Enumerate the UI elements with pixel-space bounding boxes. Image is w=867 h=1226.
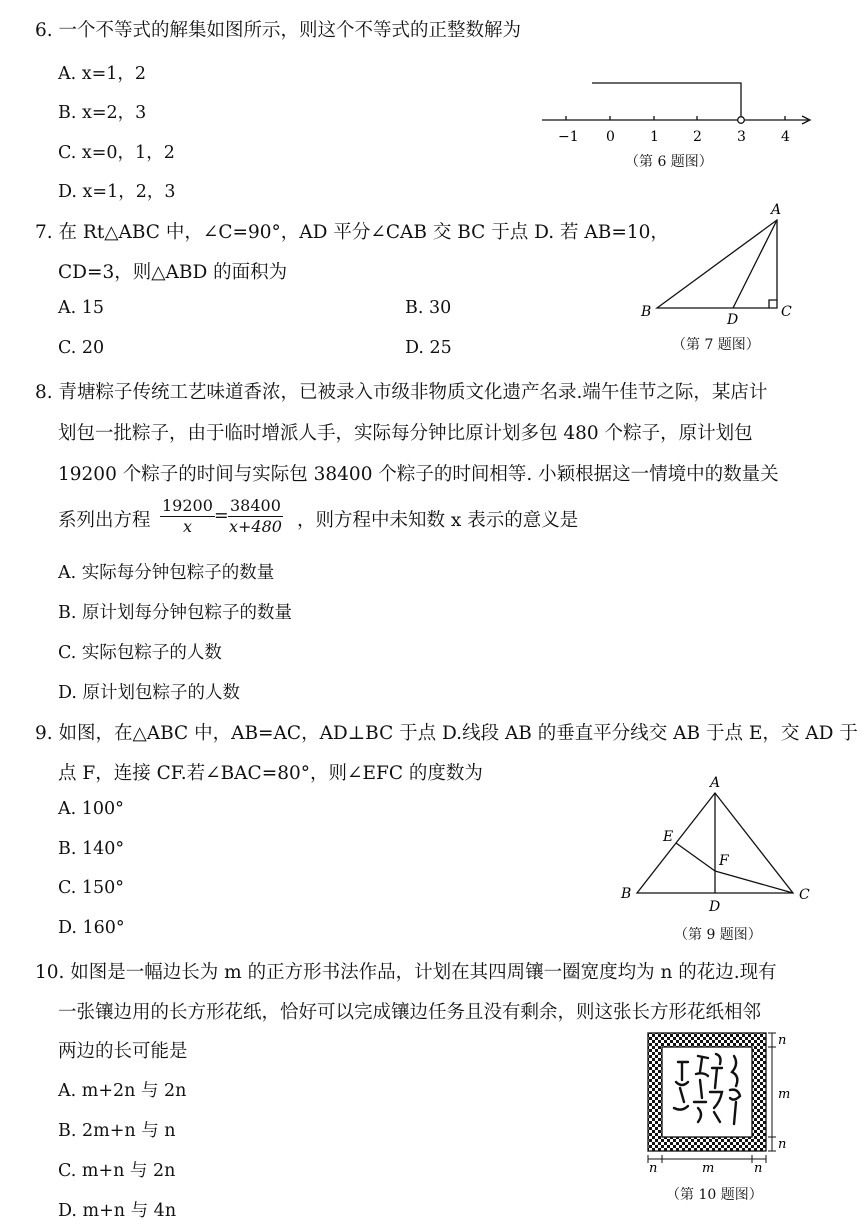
q6-figure-caption: （第 6 题图）: [625, 154, 713, 170]
solution-ray: [592, 83, 741, 116]
q9-triangle-figure: [615, 775, 825, 915]
q10-option-d: D. m+n 与 4n: [58, 1201, 177, 1221]
q10-option-a: A. m+2n 与 2n: [58, 1081, 187, 1101]
q10-line2: 一张镶边用的长方形花纸，恰好可以完成镶边任务且没有剩余，则这张长方形花纸相邻: [58, 1002, 762, 1023]
q7-figure-caption: （第 7 题图）: [672, 337, 760, 353]
dim-label-n-left: n: [649, 1161, 658, 1176]
q8-option-a: A. 实际每分钟包粽子的数量: [58, 563, 275, 583]
q8-line1: 8. 青塘粽子传统工艺味道香浓，已被录入市级非物质文化遗产名录.端午佳节之际，某店计: [35, 382, 768, 403]
q8-option-d: D. 原计划包粽子的人数: [58, 683, 241, 703]
q7-option-a: A. 15: [58, 298, 105, 318]
q8-option-c: C. 实际包粽子的人数: [58, 643, 222, 663]
open-endpoint-circle: [738, 117, 745, 124]
q7-stem-line2: CD=3，则△ABD 的面积为: [58, 262, 288, 283]
fraction-left-denominator: x: [182, 517, 192, 536]
q10-figure-caption: （第 10 题图）: [666, 1187, 763, 1203]
perpendicular-bisector-ef: [676, 843, 715, 871]
segment-cf: [715, 871, 793, 893]
q10-calligraphy-figure: [640, 1028, 840, 1178]
right-angle-mark: [769, 300, 777, 308]
q8-line3: 19200 个粽子的时间与实际包 38400 个粽子的时间相等. 小颖根据这一情境中的数量关: [58, 464, 779, 485]
q9-option-b: B. 140°: [58, 839, 125, 859]
q7-option-d: D. 25: [405, 338, 452, 358]
fraction-right: [228, 496, 283, 537]
q9-option-a: A. 100°: [58, 799, 124, 819]
q8-line4-prefix: 系列出方程: [58, 510, 151, 531]
tick-label: −1: [558, 129, 579, 145]
vertex-label-b: B: [621, 886, 632, 902]
q7-option-c: C. 20: [58, 338, 105, 358]
q8-option-b: B. 原计划每分钟包粽子的数量: [58, 603, 292, 623]
q8-line2: 划包一批粽子，由于临时增派人手，实际每分钟比原计划多包 480 个粽子，原计划包: [58, 423, 753, 444]
tick-label: 1: [650, 129, 659, 145]
q10-option-c: C. m+n 与 2n: [58, 1161, 176, 1181]
q9-line2: 点 F，连接 CF.若∠BAC=80°，则∠EFC 的度数为: [58, 763, 483, 784]
q6-option-a: A. x=1，2: [58, 64, 147, 84]
vertex-label-c: C: [781, 304, 792, 320]
dim-label-m-right: m: [778, 1087, 791, 1102]
q9-line1: 9. 如图，在△ABC 中，AB=AC，AD⊥BC 于点 D.线段 AB 的垂直平分线交 AB 于点 E，交 AD 于: [35, 723, 858, 744]
dim-label-n-bottom: n: [778, 1137, 787, 1152]
q6-option-d: D. x=1，2，3: [58, 182, 176, 202]
q10-option-b: B. 2m+n 与 n: [58, 1121, 176, 1141]
equals-sign: =: [214, 506, 229, 526]
q7-option-b: B. 30: [405, 298, 452, 318]
triangle-abc: [657, 220, 777, 308]
dim-label-m-bottom: m: [702, 1161, 715, 1176]
point-label-e: E: [663, 829, 674, 845]
dim-label-n-right: n: [754, 1161, 763, 1176]
fraction-left-numerator: 19200: [162, 496, 213, 515]
q9-figure-caption: （第 9 题图）: [674, 927, 762, 943]
fraction-right-denominator: x+480: [228, 517, 282, 536]
point-label-d: D: [709, 899, 721, 915]
vertex-label-b: B: [641, 304, 652, 320]
q10-line1: 10. 如图是一幅边长为 m 的正方形书法作品，计划在其四周镶一圈宽度均为 n 的花边.现有: [35, 962, 777, 983]
tick-label: 3: [737, 129, 746, 145]
tick-label: 4: [781, 129, 790, 145]
q6-number-line-figure: [540, 78, 820, 148]
q6-option-c: C. x=0，1，2: [58, 143, 175, 163]
vertex-label-d: D: [727, 312, 739, 328]
tick-label: 0: [606, 129, 615, 145]
q6-option-b: B. x=2，3: [58, 103, 147, 123]
q8-line4-suffix: ，则方程中未知数 x 表示的意义是: [297, 510, 579, 531]
fraction-right-numerator: 38400: [230, 496, 281, 515]
q10-line3: 两边的长可能是: [58, 1041, 188, 1062]
vertex-label-c: C: [799, 887, 810, 903]
point-label-f: F: [719, 853, 729, 869]
fraction-left: [160, 496, 215, 537]
bisector-ad: [733, 220, 777, 308]
q7-triangle-figure: [635, 200, 805, 328]
tick-label: 2: [693, 129, 702, 145]
dim-label-n-top: n: [778, 1033, 787, 1048]
vertex-label-a: A: [710, 775, 721, 791]
q7-stem-line1: 7. 在 Rt△ABC 中，∠C=90°，AD 平分∠CAB 交 BC 于点 D. 若 AB=10，: [35, 222, 669, 243]
q9-option-c: C. 150°: [58, 878, 125, 898]
q6-stem: 6. 一个不等式的解集如图所示，则这个不等式的正整数解为: [35, 20, 522, 41]
vertex-label-a: A: [771, 202, 782, 218]
q9-option-d: D. 160°: [58, 918, 125, 938]
